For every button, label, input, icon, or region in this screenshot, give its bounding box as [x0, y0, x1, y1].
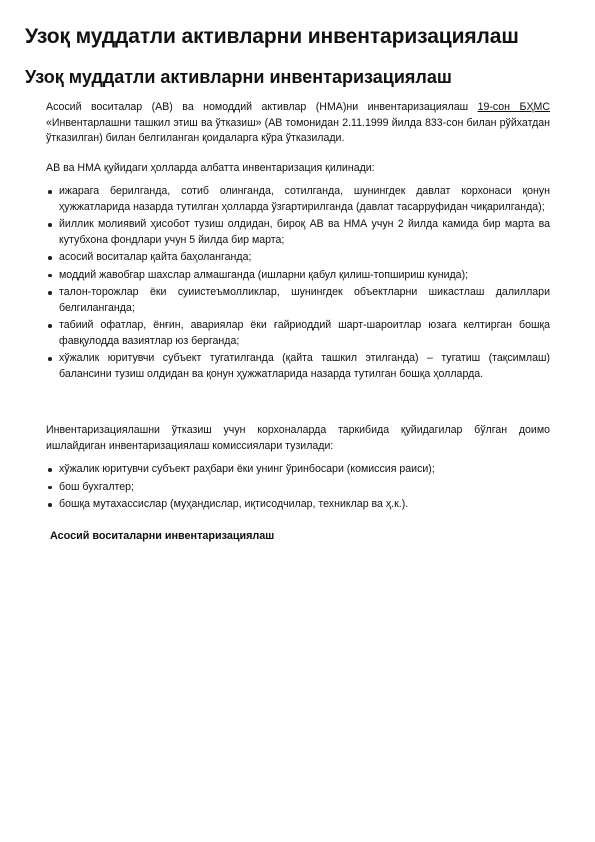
cases-lead-paragraph: АВ ва НМА қуйидаги ҳолларда албатта инвентаризация қилинади: — [46, 161, 375, 174]
list-item: табиий офатлар, ёнғин, авариялар ёки ғайриоддий шарт-шароитлар юзага келтирган бошқа фавқулодда вазиятлар юз берганда; — [46, 318, 550, 349]
standard-link[interactable]: 19-сон БҲМС — [477, 101, 550, 113]
list-item: хўжалик юритувчи субъект раҳбари ёки унинг ўринбосари (комиссия раиси); — [46, 462, 550, 478]
inventory-cases-list — [46, 184, 550, 382]
list-item: бош бухгалтер; — [46, 480, 550, 496]
commission-lead-paragraph: Инвентаризациялашни ўтказиш учун корхоналарда таркибида қуйидагилар бўлган доимо ишлайдиган инвентаризациялаш комиссиялари тузилади: — [46, 424, 550, 452]
intro-text-end: «Инвентарлашни ташкил этиш ва ўтказиш» (АВ томонидан 2.11.1999 йилда 833-сон билан рўйхатдан ўтказилган) билан белгиланган қоидаларга кўра ўтказилади. — [46, 116, 550, 144]
list-item: хўжалик юритувчи субъект тугатилганда (қайта ташкил этилганда) – тугатиш (тақсимлаш) балансини тузиш олдидан ва қонун ҳужжатларида назарда тутилган бошқа ҳолларда. — [46, 351, 550, 382]
list-item: йиллик молиявий ҳисобот тузиш олдидан, бироқ АВ ва НМА учун 2 йилда камида бир марта ва кутубхона фондлари учун 5 йилда бир марта; — [46, 217, 550, 248]
intro-text-start: Асосий воситалар (АВ) ва номоддий активлар (НМА)ни инвентаризациялаш — [46, 101, 478, 113]
list-item: моддий жавобгар шахслар алмашганда (ишларни қабул қилиш-топшириш кунида); — [46, 268, 550, 284]
commission-members-list — [46, 462, 550, 513]
section-heading: Асосий воситаларни инвентаризациялаш — [50, 529, 275, 542]
article-heading: Узоқ муддатли активларни инвентаризациялаш — [25, 67, 452, 87]
article-body — [46, 100, 550, 544]
page-title: Узоқ муддатли активларни инвентаризациялаш — [25, 25, 519, 48]
list-item: ижарага берилганда, сотиб олинганда, сотилганда, шунингдек давлат корхонаси қонун ҳужжатларида назарда тутилган ҳолларда ўзгартирилганда (давлат тасарруфидан чиқарилганда); — [46, 184, 550, 215]
list-item: асосий воситалар қайта баҳоланганда; — [46, 250, 550, 266]
list-item: бошқа мутахассислар (муҳандислар, иқтисодчилар, техниклар ва ҳ.к.). — [46, 497, 550, 513]
list-item: талон-торожлар ёки суиистеъмолликлар, шунингдек объектларни шикастлаш далиллари белгиланганда; — [46, 285, 550, 316]
intro-paragraph — [46, 100, 550, 147]
